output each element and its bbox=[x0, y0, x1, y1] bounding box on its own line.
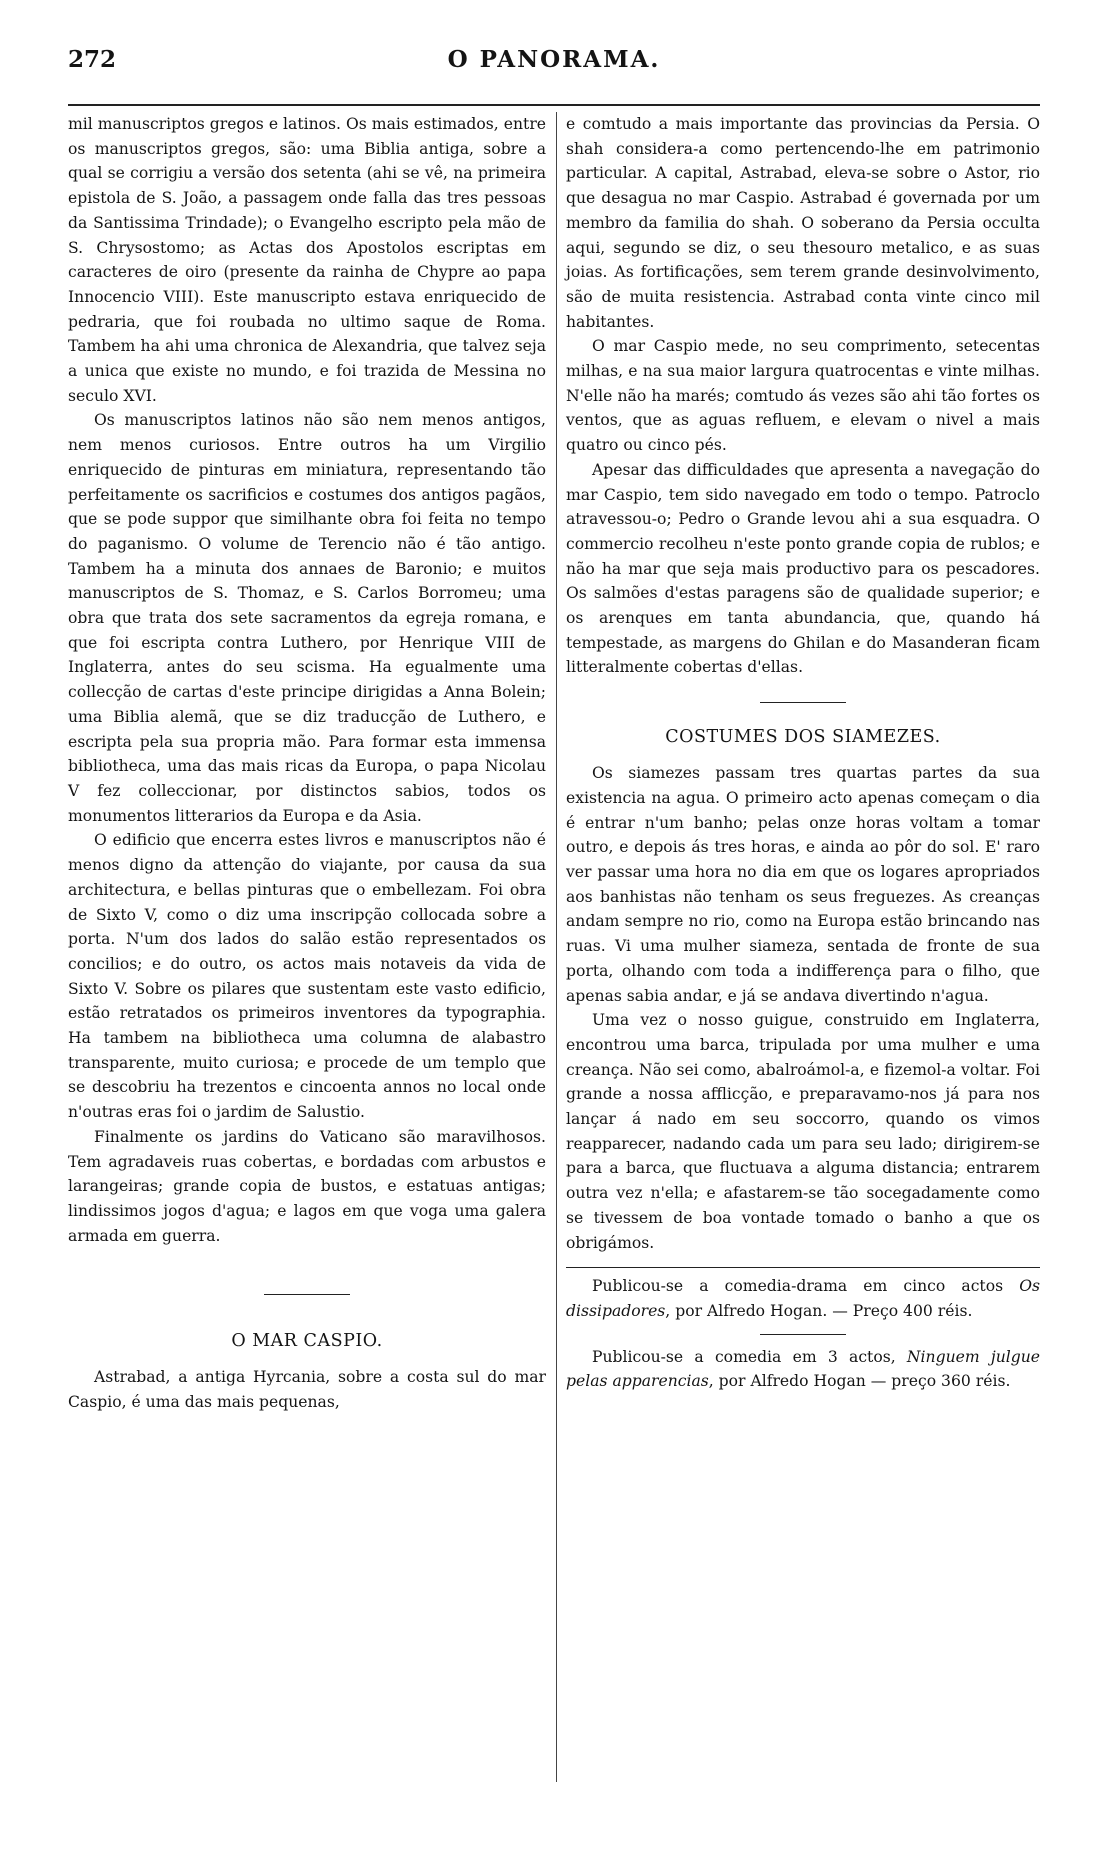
notice-work-title: Os dissipadores bbox=[566, 1277, 1040, 1320]
paragraph: Finalmente os jardins do Vaticano são maravilhosos. Tem agradaveis ruas cobertas, e bordadas com arbustos e larangeiras; grande copia de bustos, e estatuas antigas; lindissimos jogos d'agua; e lagos em que voga uma galera armada em guerra. bbox=[68, 1127, 546, 1245]
notice-text: Publicou-se a comedia em 3 actos, Ninguem julgue pelas apparencias, por Alfredo Hogan — preço 360 réis. bbox=[566, 1347, 1040, 1391]
paragraph: mil manuscriptos gregos e latinos. Os mais estimados, entre os manuscriptos gregos, são: uma Biblia antiga, sobre a qual se corrigiu a versão dos setenta (ahi se vê, na primeira epistola de S. João, a passagem onde falla das tres pessoas da Santissima Trindade); o Evangelho escripto pela mão de S. Chrysostomo; as Actas dos Apostolos escriptas em caracteres de oiro (presente da rainha de Chypre ao papa Innocencio VIII). Este manuscripto estava enriquecido de pedraria, que foi roubada no ultimo saque de Roma. Tambem ha ahi uma chronica de Alexandria, que talvez seja a unica que existe no mundo, e foi trazida de Messina no seculo XVI. bbox=[68, 115, 546, 405]
running-title: O PANORAMA. bbox=[447, 46, 661, 73]
paragraph: e comtudo a mais importante das provincias da Persia. O shah considera-a como pertencendo-lhe em patrimonio particular. A capital, Astrabad, eleva-se sobre o Astor, rio que desagua no mar Caspio. Astrabad é governada por um membro da familia do shah. O soberano da Persia occulta aqui, segundo se diz, o seu thesouro metalico, e as suas joias. As fortificações, sem terem grande desinvolvimento, são de muita resistencia. Astrabad conta vinte cinco mil habitantes. bbox=[566, 115, 1040, 331]
right-column bbox=[566, 112, 1040, 1394]
paragraph: Os manuscriptos latinos não são nem menos antigos, nem menos curiosos. Entre outros ha um Virgilio enriquecido de pinturas em miniatura, representando tão perfeitamente os sacrificios e costumes dos antigos pagãos, que se pode suppor que similhante obra foi feita no tempo do paganismo. O volume de Terencio não é tão antigo. Tambem ha a minuta dos annaes de Baronio; e muitos manuscriptos de S. Thomaz, e S. Carlos Borromeu; uma obra que trata dos sete sacramentos da egreja romana, e que foi escripta contra Luthero, por Henrique VIII de Inglaterra, antes do seu scisma. Ha egualmente uma collecção de cartas d'este principe dirigidas a Anna Bolein; uma Biblia alemã, que se diz traducção de Luthero, e escripta pela sua propria mão. Para formar esta immensa bibliotheca, uma das mais ricas da Europa, o papa Nicolau V fez colleccionar, por distinctos sabios, todos os monumentos litterarios da Europa e da Asia. bbox=[68, 411, 546, 825]
page-header bbox=[68, 46, 1040, 86]
paragraph: O mar Caspio mede, no seu comprimento, setecentas milhas, e na sua maior largura quatrocentas e vinte milhas. N'elle não ha marés; comtudo ás vezes são ahi tão fortes os ventos, que as aguas refluem, e elevam o nivel a mais quatro ou cinco pés. bbox=[566, 337, 1040, 455]
header-rule bbox=[68, 104, 1040, 106]
page-number: 272 bbox=[68, 46, 117, 73]
paragraph: Apesar das difficuldades que apresenta a navegação do mar Caspio, tem sido navegado em todo o tempo. Patroclo atravessou-o; Pedro o Grande levou ahi a sua esquadra. O commercio recolheu n'este ponto grande copia de rublos; e não ha mar que seja mais productivo para os pescadores. Os salmões d'estas paragens são de qualidade superior; e os arenques em tanta abundancia, que, quando há tempestade, as margens do Ghilan e do Masanderan ficam litteralmente cobertas d'ellas. bbox=[566, 460, 1040, 677]
publication-notice bbox=[566, 1345, 1040, 1394]
column-divider bbox=[556, 112, 557, 1782]
paragraph: Os siamezes passam tres quartas partes da sua existencia na agua. O primeiro acto apenas começam o dia é entrar n'um banho; pelas onze horas voltam a tomar outro, e depois ás tres horas, e ainda ao pôr do sol. E' raro ver passar uma hora no dia em que os logares apropriados aos banhistas não tenham os seus freguezes. As creanças andam sempre no rio, como na Europa estão brincando nas ruas. Vi uma mulher siameza, sentada de fronte de sua porta, olhando com toda a indifferença para o filho, que apenas sabia andar, e já se andava divertindo n'agua. bbox=[566, 764, 1040, 1005]
notice-text: Publicou-se a comedia-drama em cinco actos Os dissipadores, por Alfredo Hogan. — Preço 400 réis. bbox=[566, 1277, 1040, 1320]
left-column bbox=[68, 112, 546, 1415]
paragraph: O edificio que encerra estes livros e manuscriptos não é menos digno da attenção do viajante, por causa da sua architectura, e bellas pinturas que o embellezam. Foi obra de Sixto V, como o diz uma inscripção collocada sobre a porta. N'um dos lados do salão estão representados os concilios; e do outro, os actos mais notaveis da vida de Sixto V. Sobre os pilares que sustentam este vasto edificio, estão retratados os primeiros inventores da typographia. Ha tambem na bibliotheca uma columna de alabastro transparente, muito curiosa; e procede de um templo que se descobriu ha trezentos e cincoenta annos no local onde n'outras eras foi o jardim de Salustio. bbox=[68, 831, 546, 1122]
section-title-mar-caspio: O MAR CASPIO. bbox=[231, 1331, 383, 1352]
notice-work-title: Ninguem julgue pelas apparencias bbox=[566, 1347, 1040, 1391]
paragraph: Uma vez o nosso guigue, construido em Inglaterra, encontrou uma barca, tripulada por uma mulher e uma creança. Não sei como, abalroámol-a, e fizemol-a voltar. Foi grande a nossa afflicção, e preparavamo-nos já para nos lançar á nado em seu soccorro, quando os vimos reapparecer, nadando cada um para seu lado; dirigirem-se para a barca, que fluctuava a alguma distancia; entrarem outra vez n'ella; e afastarem-se tão socegadamente como se tivessem de boa vontade tomado o banho a que os obrigámos. bbox=[566, 1011, 1040, 1252]
paragraph: Astrabad, a antiga Hyrcania, sobre a costa sul do mar Caspio, é uma das mais pequenas, bbox=[68, 1368, 546, 1412]
publication-notice bbox=[566, 1274, 1040, 1323]
section-title-costumes-siamezes: COSTUMES DOS SIAMEZES. bbox=[665, 727, 941, 748]
